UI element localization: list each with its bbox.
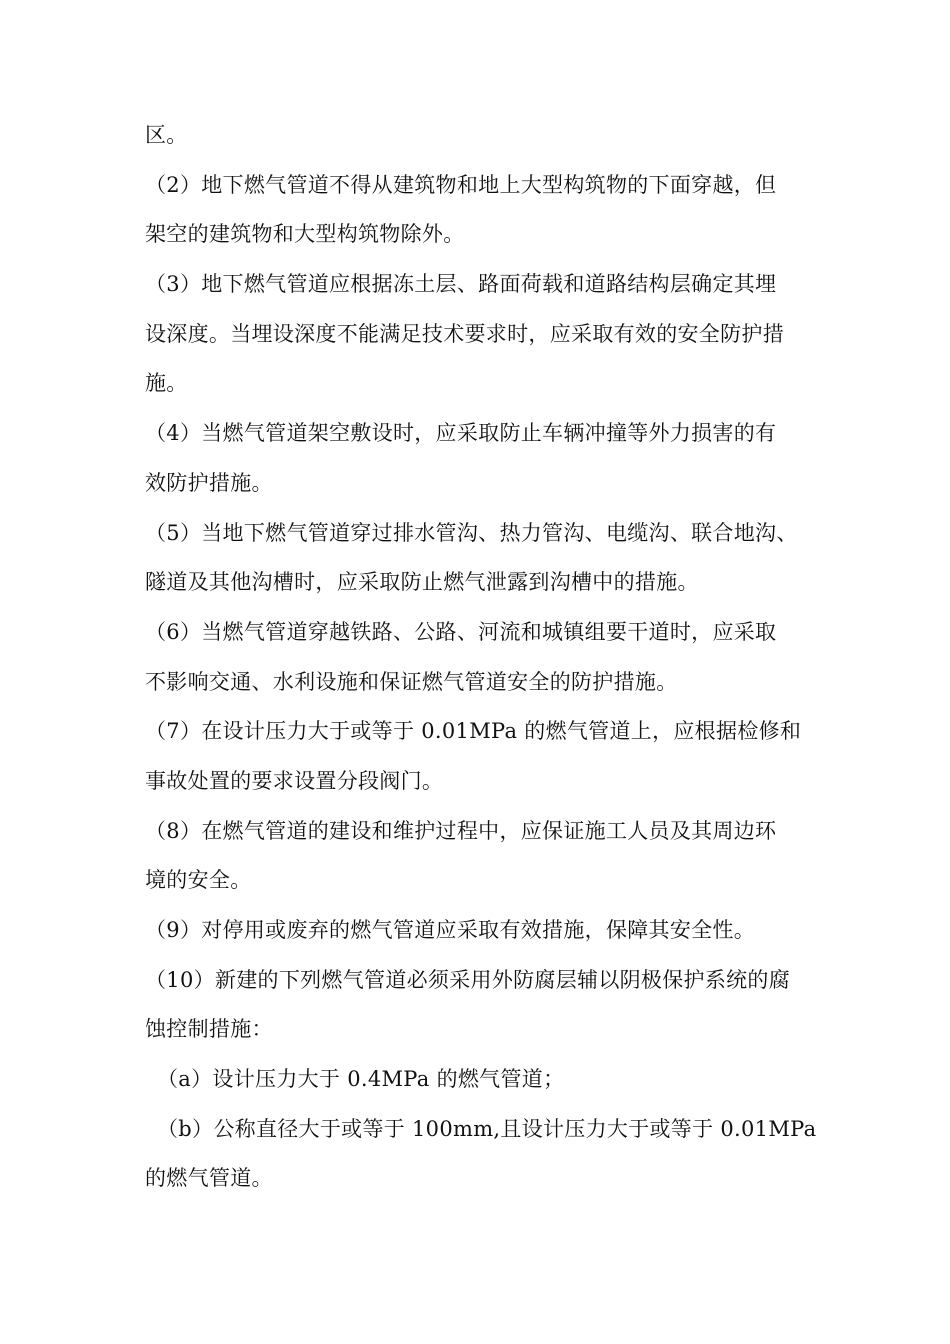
text-line: 隧道及其他沟槽时，应采取防止燃气泄露到沟槽中的措施。	[145, 570, 699, 595]
text-line: （b）公称直径大于或等于 100mm,且设计压力大于或等于 0.01MPa	[157, 1116, 817, 1141]
body-text	[145, 111, 817, 1204]
text-line: （7）在设计压力大于或等于 0.01MPa 的燃气管道上，应根据检修和	[145, 719, 802, 744]
text-line: 不影响交通、水利设施和保证燃气管道安全的防护措施。	[145, 669, 678, 694]
text-line: （8）在燃气管道的建设和维护过程中，应保证施工人员及其周边环	[145, 818, 777, 843]
text-line: 效防护措施。	[145, 470, 273, 495]
text-line: 事故处置的要求设置分段阀门。	[145, 768, 444, 793]
text-line: （3）地下燃气管道应根据冻土层、路面荷载和道路结构层确定其埋	[145, 272, 777, 297]
text-line: （10）新建的下列燃气管道必须采用外防腐层辅以阴极保护系统的腐	[145, 967, 791, 992]
text-line: 架空的建筑物和大型构筑物除外。	[145, 222, 465, 247]
text-line: 蚀控制措施：	[145, 1017, 273, 1042]
text-line: 境的安全。	[145, 868, 252, 893]
text-line: 设深度。当埋设深度不能满足技术要求时，应采取有效的安全防护措	[145, 321, 784, 346]
text-line: （6）当燃气管道穿越铁路、公路、河流和城镇组要干道时，应采取	[145, 619, 777, 644]
text-line: 的燃气管道。	[145, 1166, 273, 1191]
text-line: （9）对停用或废弃的燃气管道应采取有效措施，保障其安全性。	[145, 918, 756, 942]
text-line: 施。	[145, 371, 188, 396]
text-line: （a）设计压力大于 0.4MPa 的燃气管道；	[157, 1067, 565, 1092]
text-line: （4）当燃气管道架空敷设时，应采取防止车辆冲撞等外力损害的有	[145, 421, 777, 446]
text-line: 区。	[145, 123, 188, 147]
text-line: （5）当地下燃气管道穿过排水管沟、热力管沟、电缆沟、联合地沟、	[145, 520, 798, 545]
text-line: （2）地下燃气管道不得从建筑物和地上大型构筑物的下面穿越，但	[145, 172, 777, 197]
